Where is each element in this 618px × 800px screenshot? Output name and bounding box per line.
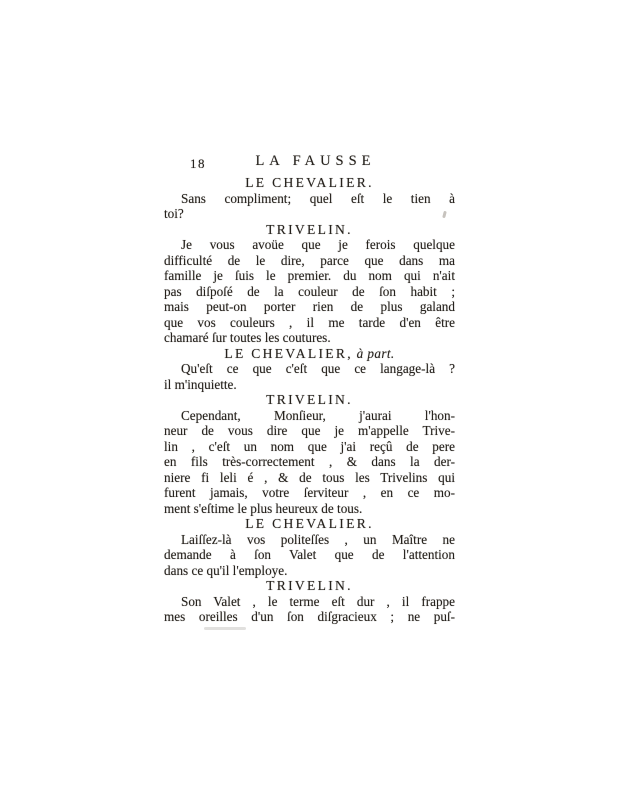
- dialogue-line: Son Valet , le terme eſt dur , il frappe: [181, 593, 455, 609]
- page-number: 18: [190, 156, 206, 171]
- dialogue-line: ment s'eſtime le plus heureux de tous.: [164, 500, 363, 516]
- scan-smudge: [204, 627, 246, 630]
- dialogue-line: niere fi leli é , & de tous les Trivelins qui: [164, 469, 455, 485]
- dialogue-line: famille je ſuis le premier. du nom qui n'ait: [164, 268, 455, 283]
- dialogue-line: Laiſſez-là vos politeſſes , un Maître ne: [181, 531, 455, 547]
- dialogue-line: Cependant, Monſieur, j'aurai l'hon-: [181, 407, 455, 423]
- dialogue-line: Qu'eſt ce que c'eſt que ce langage-là ?: [181, 361, 455, 376]
- running-title: LA FAUSSE: [255, 153, 376, 169]
- speech-heading: TRIVELIN.: [266, 392, 353, 407]
- dialogue-line: lin , c'eſt un nom que j'ai reçû de pere: [164, 438, 455, 454]
- dialogue-line: mais peut-on porter rien de plus galand: [164, 299, 455, 314]
- speech-heading: LE CHEVALIER.: [245, 516, 374, 531]
- dialogue-line: Sans compliment; quel eſt le tien à: [181, 190, 455, 206]
- text-block: [164, 154, 455, 625]
- dialogue-line: il m'inquiette.: [164, 376, 237, 392]
- dialogue-line: neur de vous dire que je m'appelle Trive-: [164, 423, 455, 438]
- speech-heading: TRIVELIN.: [266, 221, 353, 237]
- speech-heading: TRIVELIN.: [266, 578, 353, 593]
- speaker-name: LE CHEVALIER,: [224, 345, 353, 361]
- dialogue-line: difficulté de le dire, parce que dans ma: [164, 252, 455, 268]
- dialogue-line: mes oreilles d'un ſon diſgracieux ; ne puſ-: [164, 609, 455, 624]
- dialogue-line: furent jamais, votre ſerviteur , en ce mo-: [164, 485, 455, 500]
- dialogue-line: chamaré ſur toutes les coutures.: [164, 330, 331, 345]
- dialogue-line: pas diſpoſé de la couleur de ſon habit ;: [164, 283, 455, 299]
- dialogue-line: que vos couleurs , il me tarde d'en être: [164, 314, 455, 330]
- dialogue-line: toi?: [164, 206, 184, 221]
- dialogue-line: demande à ſon Valet que de l'attention: [164, 547, 455, 562]
- page-header: [164, 154, 455, 174]
- stage-direction: à part.: [352, 345, 395, 361]
- speech-heading: [164, 346, 455, 362]
- dialogue-line: Je vous avoüe que je ferois quelque: [181, 237, 455, 252]
- dialogue-line: dans ce qu'il l'employe.: [164, 562, 288, 578]
- dialogue-line: en fils très-correctement , & dans la der-: [164, 454, 455, 469]
- speech-heading: LE CHEVALIER.: [245, 175, 374, 190]
